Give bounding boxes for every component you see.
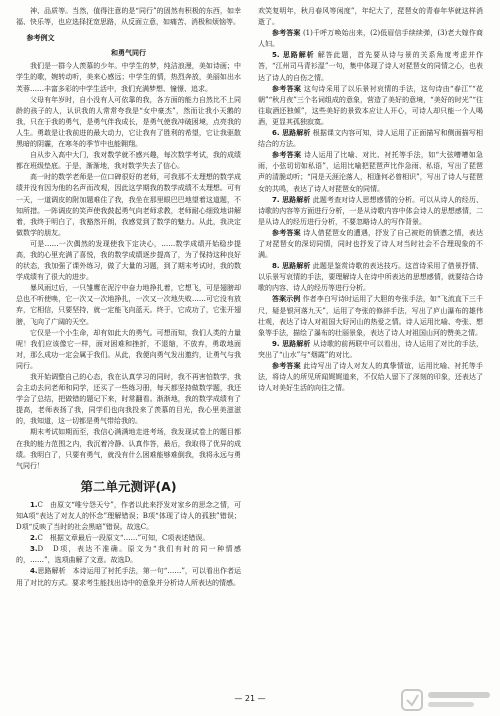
answer-item <box>258 228 483 261</box>
essay-paragraph: 暴风雨过后，一只雏鹰在泥泞中奋力地挣扎着，它想飞，可是翅膀却总也不听使唤，它一次又一次地挣扎，一次又一次地失败……可它没有放弃，它相信，只要坚持，就一定能飞向蓝天。终于，它成功了，它张开翅膀，飞向了广阔的天空。 <box>16 284 241 326</box>
answer-text: 这句诗采用了以乐景衬哀情的手法，这句诗由“春江”“花朝”“秋月夜”三个名词组成的意象，营造了美好的意境，“美好的时光”“往往取酒还独倾”，这些美好的景致本应让人开心，可诗人却只能一个人喝酒，更显其孤独寂寞。 <box>258 84 483 126</box>
essay-paragraph: 我们是一群今人羡慕的少年。中学生的梦，纯洁浪漫，美如诗画；中学生的歌，婉转动听，美来心感远；中学生的情，热烈奔放，美丽如出水芙蓉……丰富多彩的中学生活中，我们充满梦想、憧憬、追求。 <box>16 62 241 93</box>
answer-label: 6. 思路解析 <box>272 129 311 138</box>
answer-item <box>258 28 483 50</box>
sample-heading: 参考例文 <box>26 33 55 43</box>
answer-text: 思路解析 本诗运用了衬托手法，第一句“……”，可以看出作者运用了对比的方式。要求考生能找出诗中的意象并分析诗人所表达的情感。 <box>16 567 241 587</box>
answer-label: 3. <box>30 545 38 554</box>
answer-label: 4. <box>30 567 38 576</box>
answer-text: 根据课文内容可知，诗人运用了正面描写和侧面描写相结合的方法。 <box>258 129 483 149</box>
answer-label: 参考答案 <box>272 362 301 370</box>
essay-paragraph: 我开始调整自己的心态，我在认真学习的同时，我不再害怕数学，我会主动去问老师和同学，还买了一些练习册，每天都坚持做数学题，我还学会了总结，把做错的题记下来，时常翻看。渐渐地，我的数学成绩有了提高，老师表扬了我，同学们也向我投来了羡慕的目光，我心里美滋滋的，我知道，这一切都是勇气带给我的。 <box>16 373 241 426</box>
answer-label: 7. 思路解析 <box>272 195 311 204</box>
left-column <box>16 6 241 686</box>
answer-item <box>258 294 483 338</box>
answer-text: 解答此题，首先要从诗与景的关系角度考虑并作答，“江州司马青衫湿”一句，集中体现了诗人对琵琶女的同情之心，也表达了诗人的自伤之情。 <box>258 51 483 82</box>
essay-title: 和勇气同行 <box>111 48 146 58</box>
answer-text: 诗人借琵琶女的遭遇，抒发了自己被贬的愤懑之情，表达了对琵琶女的深切同情，同时也抒发了诗人对当时社会不合理现象的不满。 <box>258 228 483 260</box>
answer-label: 参考答案 <box>272 151 302 160</box>
answer-label: 9. 思路解析 <box>272 339 311 348</box>
answer-item <box>258 261 483 294</box>
answer-text: 从诗歌的前两联中可以看出，诗人运用了对比的手法，突出了“山水”与“烟霞”的对比。 <box>258 339 483 359</box>
answer-label: 1. <box>30 500 38 509</box>
essay-paragraph: 它仅是一个小生命，却有如此大的勇气。可想而知，我们人类的力量呢！我们应该像它一样，面对困难和挫折，不退缩，不放弃，勇敢地面对，那么成功一定会属于我们。从此，我便向勇气发出邀约，让勇气与我同行。 <box>16 328 241 370</box>
answer-label: 参考答案 <box>272 84 302 93</box>
answer-text: C 根据文章最后一段原文“……”可知，C项表述错误。 <box>37 534 210 543</box>
answer-label: 答案示例 <box>272 295 301 304</box>
answer-item <box>258 84 483 128</box>
answer-item <box>258 361 483 394</box>
answer-item <box>258 128 483 150</box>
essay-paragraph: 可是……一次偶然的发现使我下定决心，……数学成绩开始稳步提高，我的心里充满了喜悦，我的数学成绩逐步提高了，为了保持这种良好的状态，我加强了课外练习，做了大量的习题，到了期末考试时，我的数学成绩有了很大的进步。 <box>16 239 241 282</box>
answer-item <box>16 533 241 544</box>
answer-text: 作者李白写诗时运用了大胆的夸张手法，如“飞流直下三千尺，疑是银河落九天”，运用了夸张的修辞手法，写出了庐山瀑布的雄伟壮观，表达了诗人对祖国大好河山的热爱之情。诗人运用比喻、夸张、想象等手法，描绘了瀑布的壮丽景象，表达了诗人对祖国山河的赞美之情。 <box>258 295 483 337</box>
answer-label: 5. 思路解析 <box>272 51 315 60</box>
answer-item <box>258 339 483 361</box>
answer-text: C 由原文“唯兮怨天兮”，作者以此来抒发对家乡的思念之情，可知A项“表达了对友人的怀念”理解错误；B项“体现了诗人的孤独”错误；D项“反映了当时的社会黑暗”错误。故选C。 <box>16 500 241 532</box>
answer-text: 此诗写出了诗人对友人的真挚情谊，运用比喻、衬托等手法，将诗人的所见所闻娓娓道来，不仅给人留下了深刻的印象，还表达了诗人对美好生活的向往之情。 <box>258 362 483 393</box>
right-column <box>258 6 483 686</box>
answer-item <box>258 50 483 83</box>
unit-title: 第二单元测评(A) <box>80 478 177 494</box>
stamp-watermark-icon <box>400 686 496 714</box>
continued-paragraph: 欢笑复明年，秋月春风等闲度”，年纪大了，琵琶女的青春年华就这样消逝了。 <box>258 7 483 27</box>
page-number: — 21 — <box>234 694 266 703</box>
answer-item <box>16 566 241 588</box>
essay-paragraph: 自从步入高中大门，我对数学就不感兴趣，每次数学考试，我的成绩都在班级垫底。于是，渐渐地，我对数学失去了信心。 <box>16 151 241 171</box>
answer-text: 此题考查对诗人思想感情的分析。可以从诗人的经历、诗歌的内容等方面进行分析，一是从诗歌内容中体会诗人的思想感情，二是从诗人的经历进行分析，不要忽略诗人的写作背景。 <box>258 195 483 226</box>
essay-paragraph: 父母有年岁时，自小没有人可依靠的我，各方面的能力自然比不上同龄的孩子的人，认识我的人常常夸我是“女中豪杰”，然而让我小天鹅的我，只在于我的勇气，是勇气伴我成长，是勇气使我冲破困境，点亮我的人生。勇敢是让我前进的最大动力，它让我有了胜利的希望，它让我驱散黑暗的阴霾，在寒冬的季节中也能翱翔。 <box>16 95 241 149</box>
intro-paragraph: 神、品质等。当然，值得注意的是“同行”的固然有积极的东西，如幸福、快乐等，也应选择抚宽思路，从反面立意，如痛苦、消极和烦恼等。 <box>16 7 241 27</box>
essay-paragraph: 高一时的数学老师是一位口碑很好的老师，可我那不太理想的数学成绩并没有因为他的名声而改观，因此这学期我的数学成绩不太理想。可有一天，一道调皮的附加题难住了我，我坐在那里眼巴巴地望着这道题，不知所措。一阵调皮的笑声使我鼓起勇气向老师求教，老师耐心细致地讲解着，我终于明白了，我豁然开朗，我感觉到了数学的魅力。从此，我决定做数学的朋友。 <box>16 173 241 237</box>
essay-paragraph: 期末考试如期而至，我信心满满地走进考场，我发现试卷上的题目都在我的能力范围之内，我沉着冷静、认真作答，最后，我取得了优异的成绩。我明白了，只要有勇气，就没有什么困难能够难倒我，我将永远与勇气同行！ <box>16 428 241 470</box>
answer-text: (1)千呼万唤始出来，(2)低眉信手续续弹，(3)老大嫁作商人妇。 <box>258 29 483 49</box>
answer-text: 此题是鉴赏诗歌的表达技巧。这首诗采用了借景抒情、以乐景写哀情的手法，要理解诗人在诗中所表达的思想感情，就要结合诗歌的内容、诗人的经历等进行分析。 <box>258 262 483 293</box>
answer-label: 8. 思路解析 <box>272 262 311 271</box>
answer-item <box>16 500 241 533</box>
answer-label: 参考答案 <box>272 29 301 38</box>
answer-text: 诗人运用了比喻、对比、衬托等手法，如“大弦嘈嘈如急雨，小弦切切如私语”，运用比喻把琵琶声比作急雨、私语，写出了琵琶声的清脆动听；“同是天涯沦落人，相逢何必曾相识”，写出了诗人与琵琶女的共鸣，表达了诗人对琵琶女的同情。 <box>258 151 483 193</box>
answer-label: 参考答案 <box>272 228 301 237</box>
answer-item <box>16 544 241 566</box>
answer-label: 2. <box>30 534 38 543</box>
answer-item <box>258 150 483 194</box>
answer-item <box>258 195 483 228</box>
answer-text: D D项，表达不准确。原文为“我们有时的同一种情感的，……”，选项曲解了文意。故选D。 <box>16 545 241 565</box>
